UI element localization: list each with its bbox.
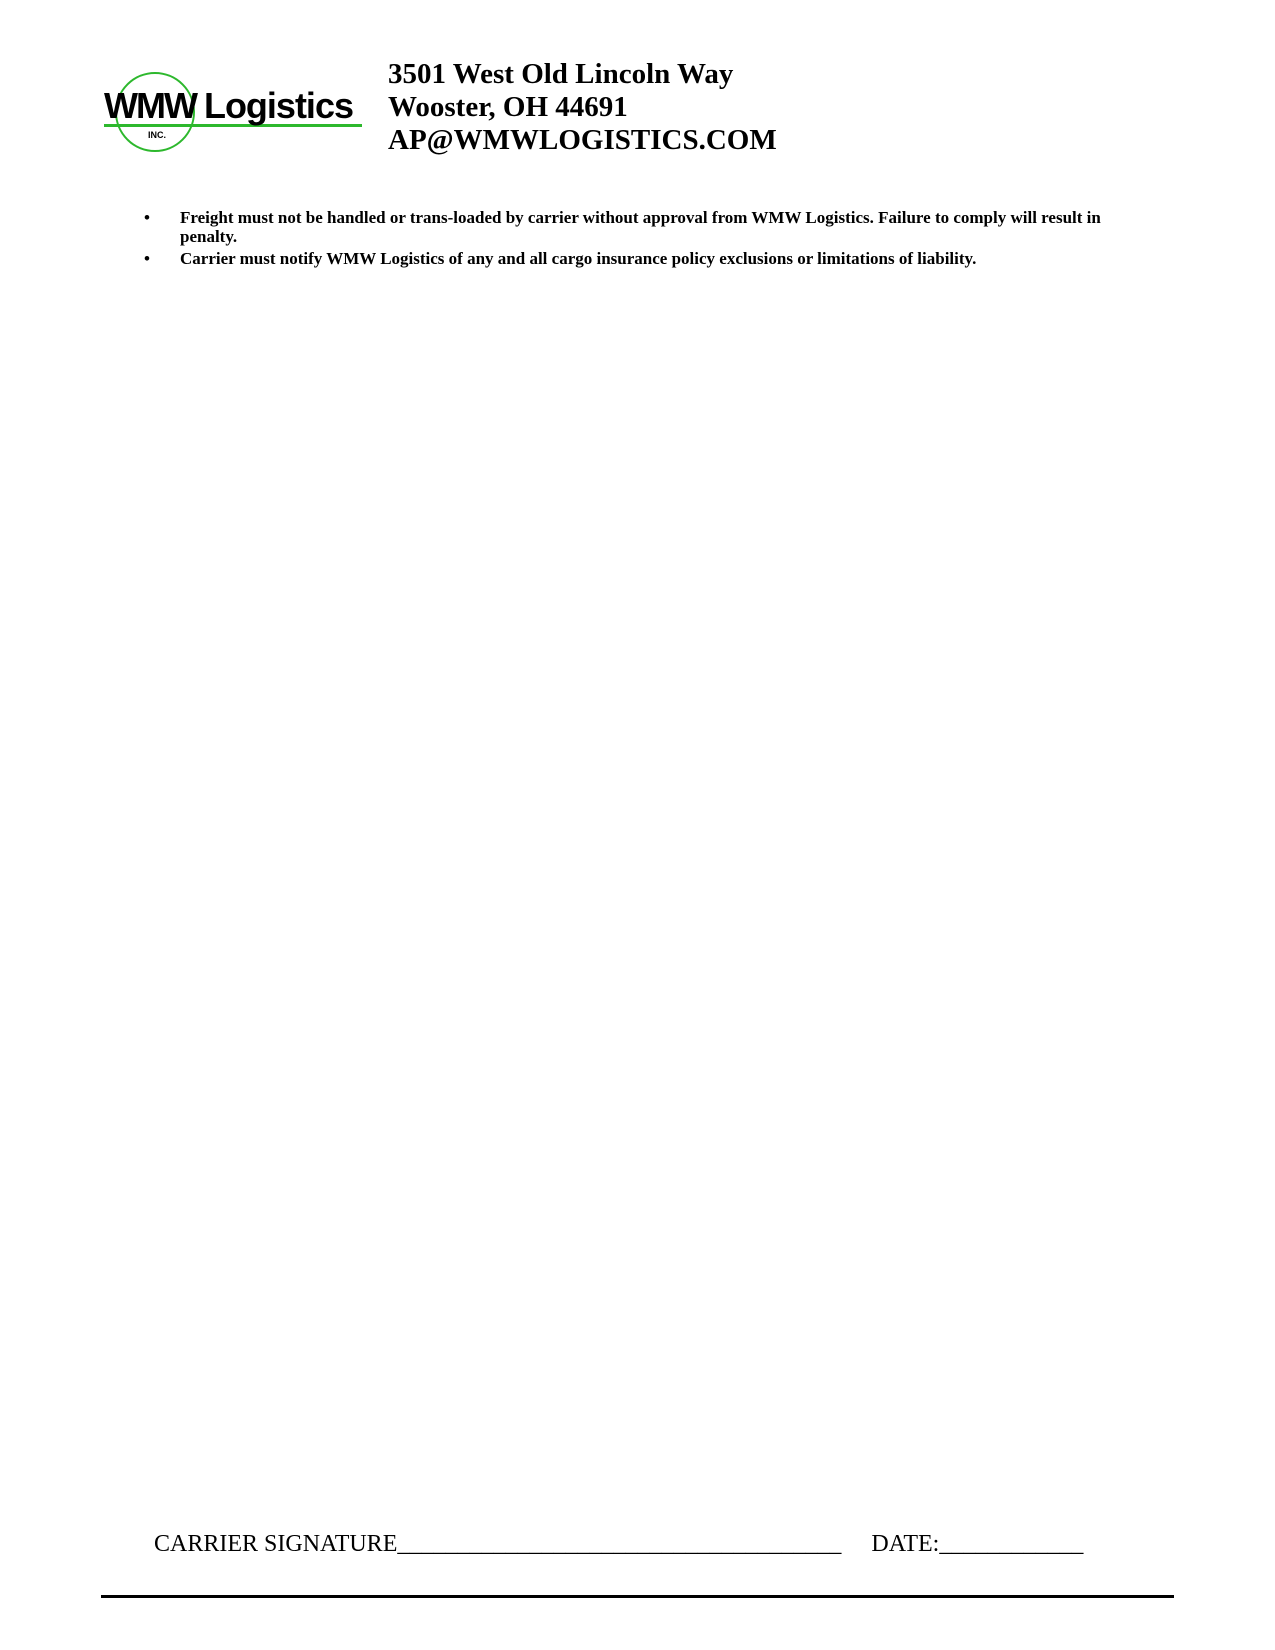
date-label: DATE:	[871, 1531, 940, 1557]
list-item	[136, 208, 1136, 246]
logo-brand: WMW	[104, 85, 196, 126]
address-city-state-zip: Wooster, OH 44691	[388, 91, 628, 123]
list-item	[136, 249, 1136, 268]
logo-word: Logistics	[203, 85, 353, 126]
company-address	[388, 58, 777, 157]
carrier-signature-label: CARRIER SIGNATURE	[154, 1531, 398, 1557]
term-text: Freight must not be handled or trans-loaded by carrier without approval from WMW Logistics. Failure to comply will result in penalty.	[180, 208, 1101, 246]
term-text: Carrier must notify WMW Logistics of any and all cargo insurance policy exclusions or limitations of liability.	[180, 249, 977, 268]
carrier-signature-line: _____________________________________	[397, 1531, 842, 1557]
bullet-icon: •	[144, 208, 150, 227]
logo-wordmark	[104, 86, 353, 126]
bullet-icon: •	[144, 249, 150, 268]
date-line: ____________	[939, 1531, 1084, 1557]
date-field	[871, 1531, 1083, 1557]
bottom-divider	[101, 1595, 1174, 1598]
address-email: AP@WMWLOGISTICS.COM	[388, 124, 777, 156]
signature-row	[154, 1530, 1083, 1558]
company-logo	[100, 64, 362, 156]
address-street: 3501 West Old Lincoln Way	[388, 58, 734, 90]
terms-list	[136, 208, 1136, 271]
logo-inc: INC.	[148, 130, 166, 140]
